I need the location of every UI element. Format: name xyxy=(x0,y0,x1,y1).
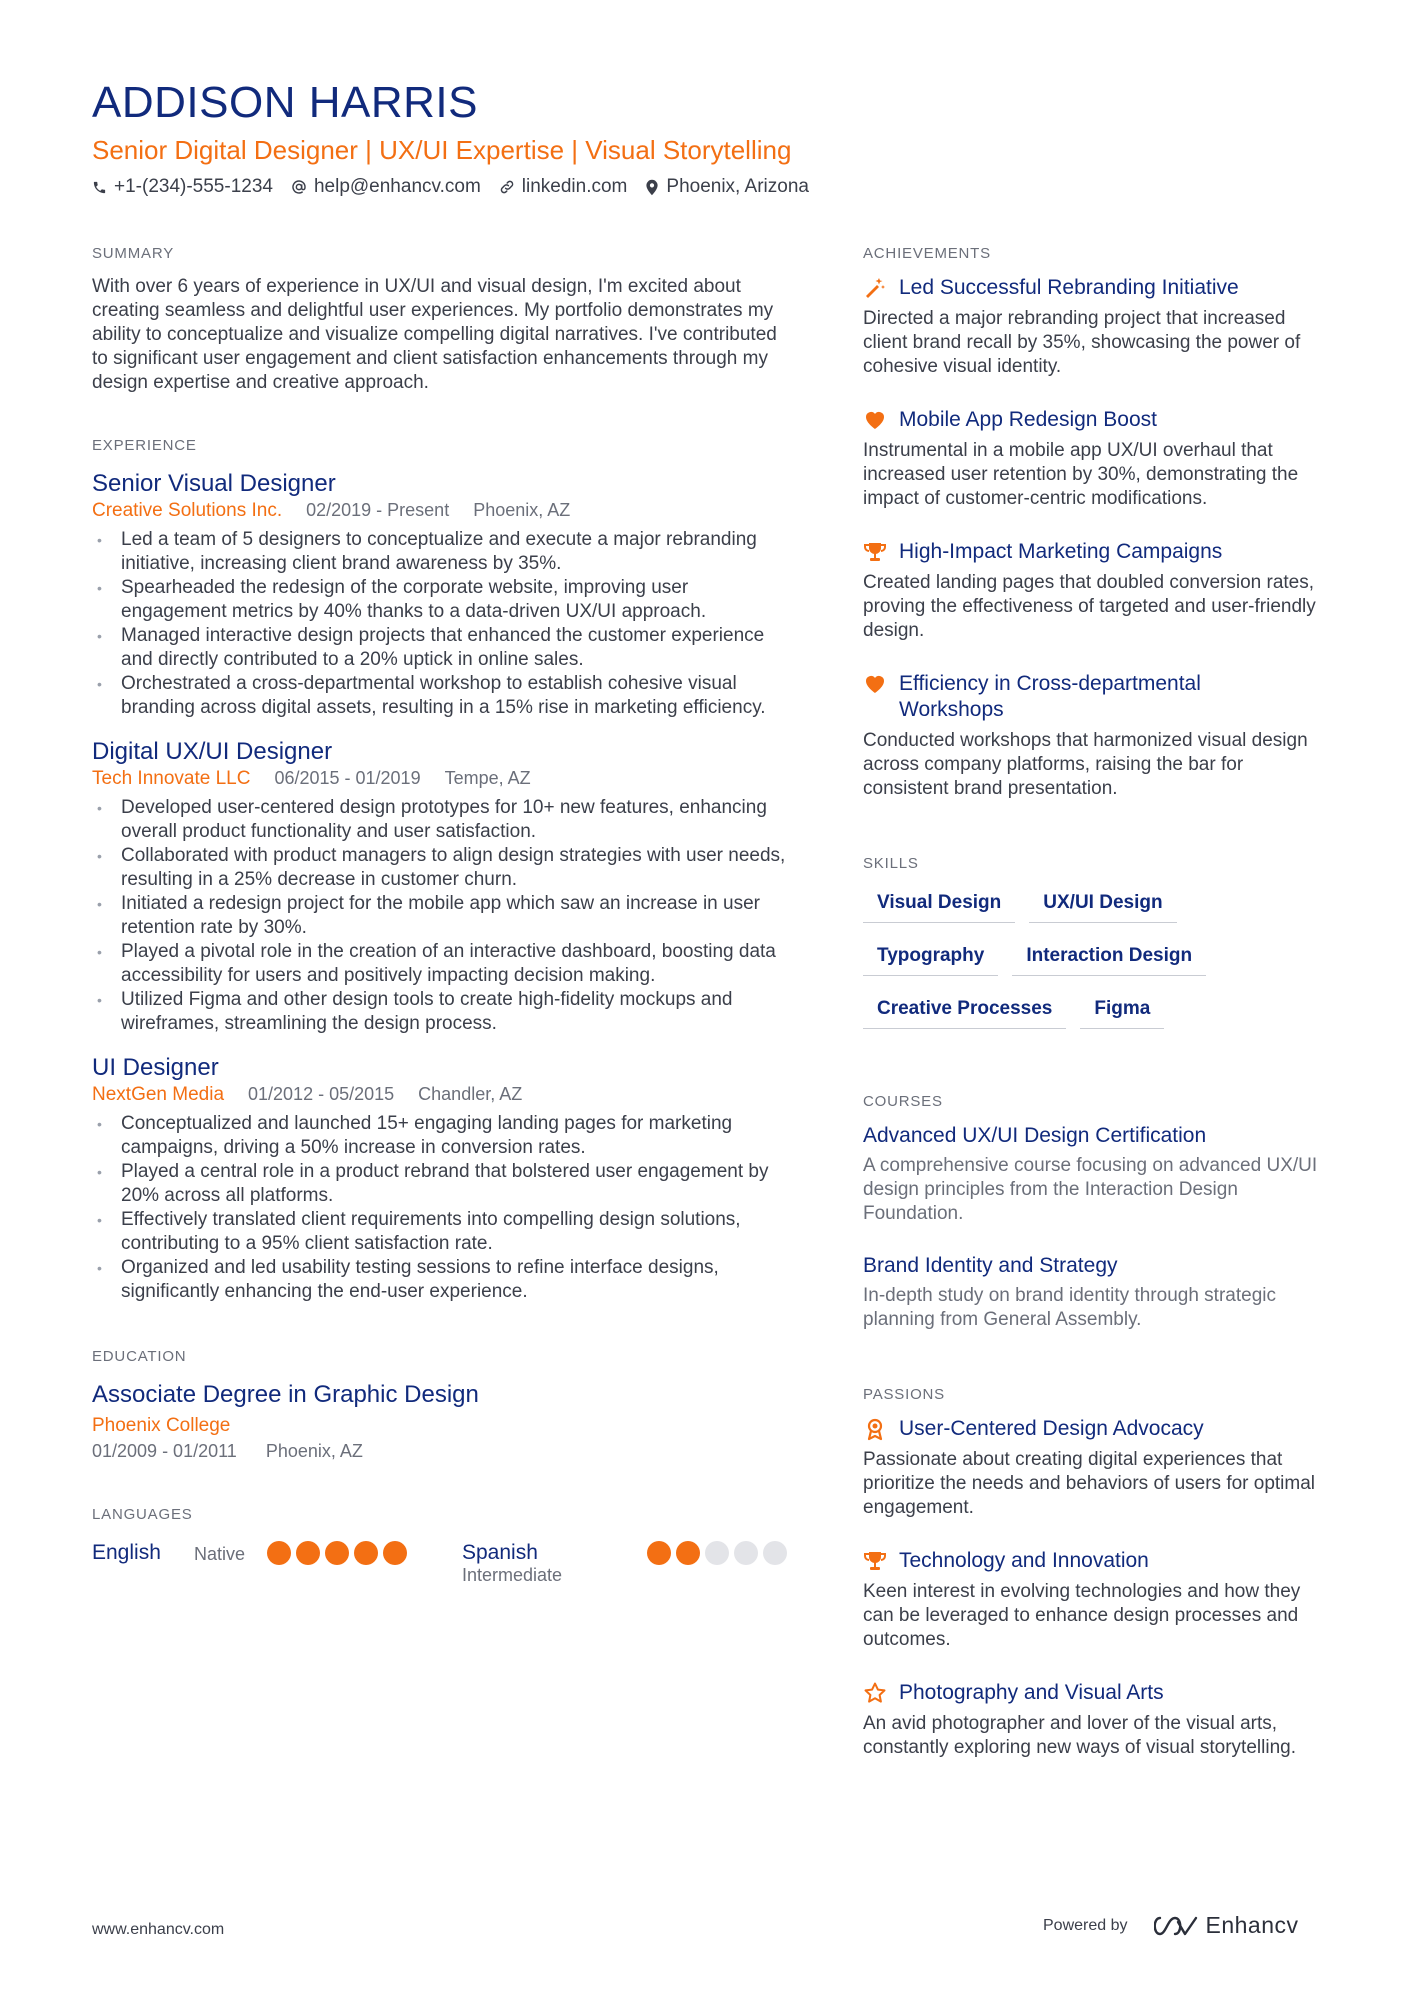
phone-text: +1-(234)-555-1234 xyxy=(114,176,273,197)
passion-title: User-Centered Design Advocacy xyxy=(899,1417,1204,1440)
rating-dot-filled xyxy=(676,1541,700,1565)
job-bullet: • Played a central role in a product rebrand that bolstered user engagement by 20% across all platforms. xyxy=(92,1160,792,1208)
achievements-heading: ACHIEVEMENTS xyxy=(863,245,991,262)
job-title: UI Designer xyxy=(92,1054,219,1081)
language-name: English xyxy=(92,1541,161,1564)
job-entry xyxy=(92,470,792,720)
rating-dot-empty xyxy=(763,1541,787,1565)
language-item xyxy=(92,1541,462,1565)
summary-text: With over 6 years of experience in UX/UI and visual design, I'm excited about creating seamless and delightful user experiences. My portfolio demonstrates my ability to conceptualize and visualize compelling digital narratives. I've contributed to significant user engagement and client satisfaction enhancements through my design expertise and creative approach. xyxy=(92,276,777,393)
passion-item xyxy=(863,1416,1323,1520)
education-meta xyxy=(92,1441,792,1462)
enhancv-logo-icon xyxy=(1154,1914,1200,1938)
job-bullet: • Organized and led usability testing sessions to refine interface designs, significantly enhancing the end-user experience. xyxy=(92,1256,792,1304)
rating-dot-filled xyxy=(383,1541,407,1565)
courses-heading: COURSES xyxy=(863,1093,943,1110)
linkedin-text: linkedin.com xyxy=(521,176,628,197)
rating-dot-filled xyxy=(296,1541,320,1565)
experience-heading: EXPERIENCE xyxy=(92,437,197,454)
heart-icon xyxy=(863,672,887,696)
language-rating xyxy=(267,1541,412,1565)
brand-name: Enhancv xyxy=(1205,1912,1299,1938)
skill-tag: Visual Design xyxy=(863,888,1015,923)
job-bullet: • Developed user-centered design prototypes for 10+ new features, enhancing overall product functionality and user satisfaction. xyxy=(92,796,792,844)
job-bullet: • Collaborated with product managers to align design strategies with user needs, resulting in a 25% decrease in customer churn. xyxy=(92,844,792,892)
job-dates: 01/2012 - 05/2015 xyxy=(248,1084,395,1104)
job-entry xyxy=(92,738,792,1036)
job-location: Chandler, AZ xyxy=(418,1084,523,1104)
job-company: NextGen Media xyxy=(92,1084,225,1105)
rating-dot-filled xyxy=(354,1541,378,1565)
achievement-item xyxy=(863,275,1323,379)
achievement-title: Efficiency in Cross-departmental Workshops xyxy=(899,672,1201,721)
left-column xyxy=(92,245,792,1586)
link-icon xyxy=(499,179,515,195)
education-school: Phoenix College xyxy=(92,1415,231,1436)
phone-icon xyxy=(92,180,107,195)
star-icon xyxy=(863,1681,887,1705)
rating-dot-empty xyxy=(705,1541,729,1565)
education-degree: Associate Degree in Graphic Design xyxy=(92,1381,479,1408)
job-company: Tech Innovate LLC xyxy=(92,768,251,789)
job-dates: 02/2019 - Present xyxy=(306,500,450,520)
passion-item xyxy=(863,1548,1323,1652)
passion-title: Technology and Innovation xyxy=(899,1549,1149,1572)
achievement-item xyxy=(863,539,1323,643)
at-icon xyxy=(291,179,307,195)
award-ribbon-icon xyxy=(863,1417,887,1441)
contact-email[interactable] xyxy=(291,176,481,198)
passion-desc: Keen interest in evolving technologies and how they can be leveraged to enhance design processes and outcomes. xyxy=(863,1581,1301,1650)
job-entry xyxy=(92,1054,792,1304)
achievement-item xyxy=(863,671,1323,801)
location-text: Phoenix, Arizona xyxy=(666,176,809,197)
course-desc: In-depth study on brand identity through strategic planning from General Assembly. xyxy=(863,1285,1276,1330)
job-bullet: • Conceptualized and launched 15+ engaging landing pages for marketing campaigns, driving a 50% increase in conversion rates. xyxy=(92,1112,792,1160)
job-title: Senior Visual Designer xyxy=(92,470,336,497)
trophy-icon xyxy=(863,1549,887,1573)
education-entry xyxy=(92,1381,792,1462)
rating-dot-filled xyxy=(267,1541,291,1565)
language-rating xyxy=(647,1541,792,1565)
footer-website[interactable]: www.enhancv.com xyxy=(92,1921,225,1938)
rating-dot-filled xyxy=(325,1541,349,1565)
job-location: Phoenix, AZ xyxy=(473,500,571,520)
language-level: Intermediate xyxy=(462,1565,563,1585)
course-desc: A comprehensive course focusing on advanced UX/UI design principles from the Interaction Design Foundation. xyxy=(863,1155,1318,1224)
skill-tag: Figma xyxy=(1080,994,1164,1029)
email-text: help@enhancv.com xyxy=(313,176,481,197)
achievement-desc: Directed a major rebranding project that increased client brand recall by 35%, showcasing the power of cohesive visual identity. xyxy=(863,308,1301,377)
skills-list xyxy=(863,888,1323,1047)
footer-brand[interactable] xyxy=(1043,1912,1299,1939)
job-bullet: • Effectively translated client requirements into compelling design solutions, contributing to a 95% client satisfaction rate. xyxy=(92,1208,792,1256)
course-title: Advanced UX/UI Design Certification xyxy=(863,1124,1207,1147)
job-bullets xyxy=(92,796,792,1036)
job-bullet: • Managed interactive design projects that enhanced the customer experience and directly contributed to a 20% uptick in online sales. xyxy=(92,624,792,672)
skill-tag: Typography xyxy=(863,941,998,976)
job-bullets xyxy=(92,528,792,720)
languages-heading: LANGUAGES xyxy=(92,1506,193,1523)
job-bullets xyxy=(92,1112,792,1304)
job-title: Digital UX/UI Designer xyxy=(92,738,333,765)
job-bullet: • Initiated a redesign project for the mobile app which saw an increase in user retention rate by 30%. xyxy=(92,892,792,940)
skill-tag: Creative Processes xyxy=(863,994,1066,1029)
achievement-desc: Created landing pages that doubled conversion rates, proving the effectiveness of targeted and user-friendly design. xyxy=(863,572,1316,641)
location-pin-icon xyxy=(645,179,659,196)
skill-tag: UX/UI Design xyxy=(1029,888,1176,923)
languages-list xyxy=(92,1541,792,1586)
job-company: Creative Solutions Inc. xyxy=(92,500,283,521)
job-bullet: • Played a pivotal role in the creation of an interactive dashboard, boosting data accessibility for users and positively impacting decision making. xyxy=(92,940,792,988)
language-level: Native xyxy=(194,1544,246,1564)
achievement-title: High-Impact Marketing Campaigns xyxy=(899,540,1223,563)
magic-wand-icon xyxy=(863,276,887,300)
achievement-title: Led Successful Rebranding Initiative xyxy=(899,276,1239,299)
passion-title: Photography and Visual Arts xyxy=(899,1681,1164,1704)
heart-icon xyxy=(863,408,887,432)
skills-heading: SKILLS xyxy=(863,855,919,872)
job-dates: 06/2015 - 01/2019 xyxy=(274,768,421,788)
job-meta xyxy=(92,500,792,522)
passions-heading: PASSIONS xyxy=(863,1386,945,1403)
job-meta xyxy=(92,768,792,790)
contact-phone[interactable] xyxy=(92,176,273,198)
job-bullet: • Orchestrated a cross-departmental workshop to establish cohesive visual branding across digital assets, resulting in a 15% rise in marketing efficiency. xyxy=(92,672,792,720)
language-name: Spanish xyxy=(462,1541,538,1564)
contact-bar xyxy=(92,176,827,198)
education-location: Phoenix, AZ xyxy=(265,1441,363,1461)
candidate-name: ADDISON HARRIS xyxy=(92,78,478,127)
summary-heading: SUMMARY xyxy=(92,245,174,262)
skill-tag: Interaction Design xyxy=(1012,941,1206,976)
headline: Senior Digital Designer | UX/UI Expertise | Visual Storytelling xyxy=(92,135,792,165)
job-location: Tempe, AZ xyxy=(444,768,531,788)
passion-item xyxy=(863,1680,1323,1760)
trophy-icon xyxy=(863,540,887,564)
rating-dot-empty xyxy=(734,1541,758,1565)
language-item xyxy=(462,1541,792,1586)
course-title: Brand Identity and Strategy xyxy=(863,1254,1118,1277)
passion-desc: An avid photographer and lover of the visual arts, constantly exploring new ways of visual storytelling. xyxy=(863,1713,1296,1758)
rating-dot-filled xyxy=(647,1541,671,1565)
job-meta xyxy=(92,1084,792,1106)
contact-linkedin[interactable] xyxy=(499,176,628,198)
achievement-desc: Instrumental in a mobile app UX/UI overhaul that increased user retention by 30%, demonstrating the impact of customer-centric modifications. xyxy=(863,440,1299,509)
course-item xyxy=(863,1254,1323,1332)
achievement-item xyxy=(863,407,1323,511)
job-bullet: • Utilized Figma and other design tools to create high-fidelity mockups and wireframes, streamlining the design process. xyxy=(92,988,792,1036)
job-bullet: • Led a team of 5 designers to conceptualize and execute a major rebranding initiative, increasing client brand awareness by 35%. xyxy=(92,528,792,576)
passion-desc: Passionate about creating digital experiences that prioritize the needs and behaviors of users for optimal engagement. xyxy=(863,1449,1316,1518)
right-column xyxy=(863,245,1323,1760)
job-bullet: • Spearheaded the redesign of the corporate website, improving user engagement metrics by 40% thanks to a data-driven UX/UI approach. xyxy=(92,576,792,624)
course-item xyxy=(863,1124,1323,1226)
powered-by-label: Powered by xyxy=(1043,1916,1128,1934)
education-heading: EDUCATION xyxy=(92,1348,187,1365)
contact-location xyxy=(645,176,809,198)
achievement-title: Mobile App Redesign Boost xyxy=(899,408,1157,431)
achievement-desc: Conducted workshops that harmonized visual design across company platforms, raising the bar for consistent brand presentation. xyxy=(863,730,1308,799)
education-dates: 01/2009 - 01/2011 xyxy=(92,1441,237,1461)
